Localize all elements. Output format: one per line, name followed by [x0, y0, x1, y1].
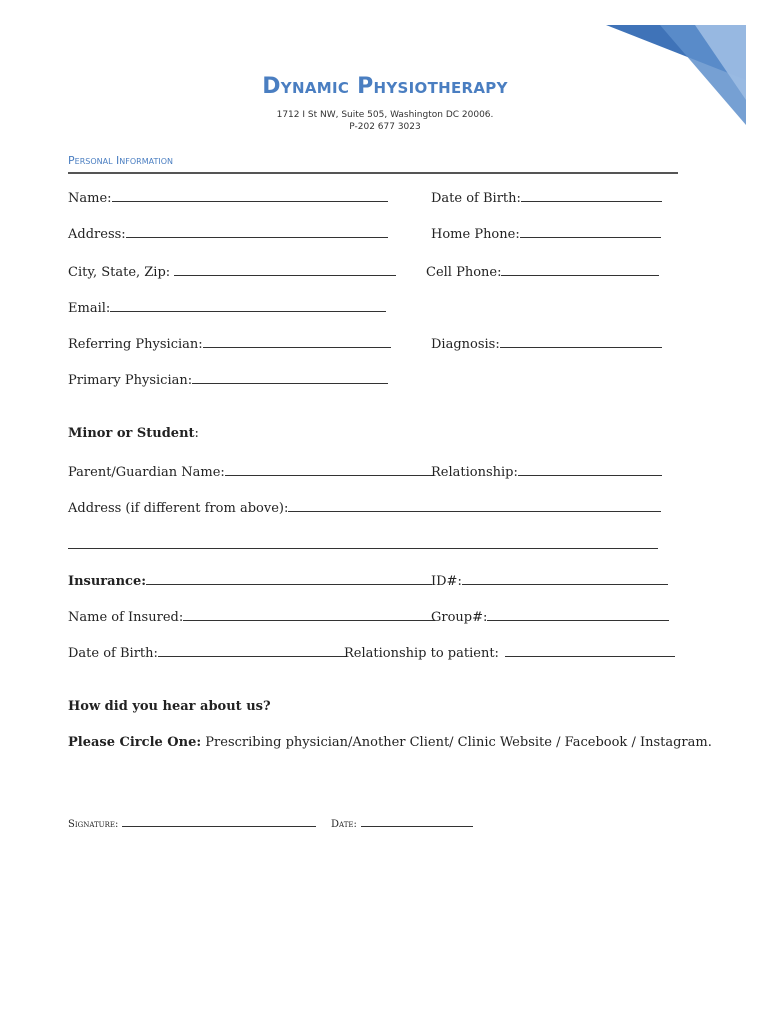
referral-options[interactable]: Prescribing physician/Another Client/ Clinic Website / Facebook / Instagram.: [205, 735, 712, 750]
address-diff-field[interactable]: [68, 499, 661, 516]
id-input-line[interactable]: [462, 572, 668, 585]
name-label: Name:: [68, 191, 112, 206]
parent-field[interactable]: [68, 463, 433, 480]
city-field[interactable]: [68, 263, 396, 280]
cell-phone-label: Cell Phone:: [426, 265, 502, 280]
group-label: Group#:: [431, 610, 488, 625]
rel-patient-label: Relationship to patient:: [344, 646, 499, 661]
section-title: Personal Information: [68, 154, 173, 167]
parent-label: Parent/Guardian Name:: [68, 465, 225, 480]
email-label: Email:: [68, 301, 111, 316]
id-field[interactable]: [431, 572, 668, 589]
address-continuation-line[interactable]: [68, 548, 658, 549]
insured-dob-field[interactable]: [68, 644, 346, 661]
city-input-line[interactable]: [174, 263, 396, 276]
minor-heading: [68, 426, 199, 441]
diagnosis-label: Diagnosis:: [431, 337, 500, 352]
insured-label: Name of Insured:: [68, 610, 184, 625]
dob-field[interactable]: [431, 189, 662, 206]
relationship-label: Relationship:: [431, 465, 518, 480]
insurance-field[interactable]: [68, 572, 432, 589]
circle-one-row: [68, 735, 712, 750]
signature-field[interactable]: [68, 816, 316, 830]
dob-label: Date of Birth:: [431, 191, 521, 206]
address-input-line[interactable]: [126, 225, 388, 238]
dob-input-line[interactable]: [521, 189, 662, 202]
cell-phone-field[interactable]: [426, 263, 659, 280]
date-label: Date:: [331, 819, 357, 830]
address-diff-label: Address (if different from above):: [68, 501, 289, 516]
rel-patient-input-line[interactable]: [505, 644, 675, 657]
minor-heading-colon: :: [194, 426, 199, 441]
circle-one-label: Please Circle One:: [68, 735, 202, 750]
clinic-title: Dynamic Physiotherapy: [262, 74, 508, 99]
address-field[interactable]: [68, 225, 388, 242]
name-field[interactable]: [68, 189, 388, 206]
home-phone-field[interactable]: [431, 225, 661, 242]
email-field[interactable]: [68, 299, 386, 316]
cell-phone-input-line[interactable]: [501, 263, 659, 276]
referring-field[interactable]: [68, 335, 391, 352]
signature-label: Signature:: [68, 819, 119, 830]
diagnosis-input-line[interactable]: [500, 335, 662, 348]
date-input-line[interactable]: [361, 816, 473, 827]
date-field[interactable]: [331, 816, 473, 830]
insurance-label: Insurance:: [68, 574, 147, 589]
id-label: ID#:: [431, 574, 462, 589]
rel-patient-field[interactable]: [344, 644, 675, 661]
name-input-line[interactable]: [112, 189, 388, 202]
insured-dob-label: Date of Birth:: [68, 646, 158, 661]
primary-label: Primary Physician:: [68, 373, 193, 388]
relationship-input-line[interactable]: [518, 463, 662, 476]
insured-field[interactable]: [68, 608, 435, 625]
city-label: City, State, Zip:: [68, 265, 171, 280]
primary-input-line[interactable]: [192, 371, 388, 384]
insured-dob-input-line[interactable]: [158, 644, 346, 657]
referring-label: Referring Physician:: [68, 337, 203, 352]
minor-heading-text: Minor or Student: [68, 426, 195, 441]
address-diff-input-line[interactable]: [288, 499, 661, 512]
section-divider: [68, 172, 678, 174]
clinic-address: 1712 I St NW, Suite 505, Washington DC 20006.: [276, 110, 494, 120]
insured-input-line[interactable]: [183, 608, 435, 621]
primary-field[interactable]: [68, 371, 388, 388]
clinic-phone: P-202 677 3023: [349, 122, 421, 132]
insurance-input-line[interactable]: [146, 572, 432, 585]
diagnosis-field[interactable]: [431, 335, 662, 352]
address-label: Address:: [68, 227, 126, 242]
group-field[interactable]: [431, 608, 669, 625]
email-input-line[interactable]: [110, 299, 386, 312]
group-input-line[interactable]: [487, 608, 669, 621]
parent-input-line[interactable]: [225, 463, 433, 476]
relationship-field[interactable]: [431, 463, 662, 480]
home-phone-label: Home Phone:: [431, 227, 520, 242]
hear-question: How did you hear about us?: [68, 699, 271, 714]
referring-input-line[interactable]: [203, 335, 391, 348]
signature-input-line[interactable]: [122, 816, 316, 827]
home-phone-input-line[interactable]: [520, 225, 661, 238]
